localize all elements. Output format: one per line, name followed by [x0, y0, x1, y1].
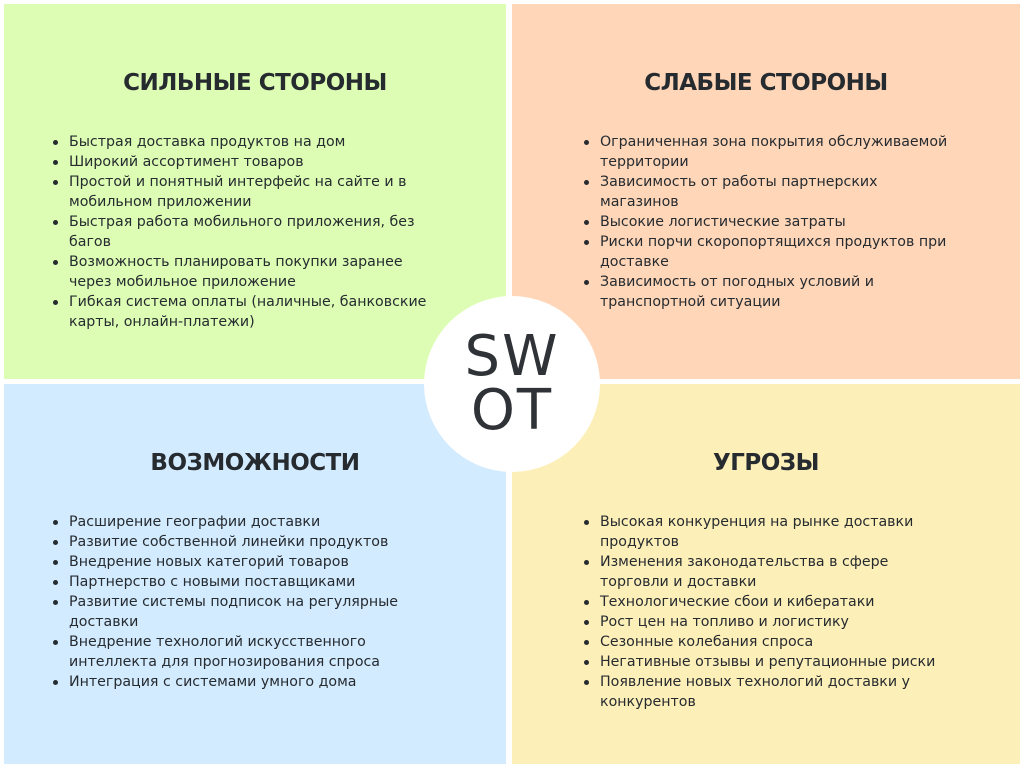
threats-list [582, 512, 957, 712]
weaknesses-title: СЛАБЫЕ СТОРОНЫ [644, 70, 888, 96]
list-item: Изменения законодательства в сфере торговли и доставки [582, 552, 957, 592]
list-item: Зависимость от работы партнерских магазинов [582, 172, 952, 212]
list-item: Возможность планировать покупки заранее через мобильное приложение [51, 252, 446, 292]
list-item: Партнерство с новыми поставщиками [51, 572, 441, 592]
list-item: Высокая конкуренция на рынке доставки продуктов [582, 512, 957, 552]
list-item: Быстрая доставка продуктов на дом [51, 132, 446, 152]
list-item: Высокие логистические затраты [582, 212, 952, 232]
weaknesses-quadrant [512, 4, 1020, 379]
list-item: Технологические сбои и кибератаки [582, 592, 957, 612]
strengths-list [51, 132, 446, 332]
list-item: Быстрая работа мобильного приложения, без багов [51, 212, 446, 252]
list-item: Появление новых технологий доставки у конкурентов [582, 672, 957, 712]
list-item: Внедрение технологий искусственного интеллекта для прогнозирования спроса [51, 632, 441, 672]
list-item: Внедрение новых категорий товаров [51, 552, 441, 572]
weaknesses-list [582, 132, 952, 312]
swot-letters-top: SW [464, 324, 560, 389]
list-item: Расширение географии доставки [51, 512, 441, 532]
opportunities-title: ВОЗМОЖНОСТИ [150, 450, 360, 476]
opportunities-list [51, 512, 441, 692]
opportunities-quadrant [4, 384, 506, 764]
list-item: Сезонные колебания спроса [582, 632, 957, 652]
list-item: Развитие системы подписок на регулярные доставки [51, 592, 441, 632]
list-item: Простой и понятный интерфейс на сайте и в мобильном приложении [51, 172, 446, 212]
threats-quadrant [512, 384, 1020, 764]
list-item: Рост цен на топливо и логистику [582, 612, 957, 632]
list-item: Интеграция с системами умного дома [51, 672, 441, 692]
list-item: Развитие собственной линейки продуктов [51, 532, 441, 552]
list-item: Гибкая система оплаты (наличные, банковские карты, онлайн-платежи) [51, 292, 446, 332]
strengths-quadrant [4, 4, 506, 379]
list-item: Риски порчи скоропортящихся продуктов при доставке [582, 232, 952, 272]
swot-letters-bottom: OT [470, 378, 554, 443]
list-item: Широкий ассортимент товаров [51, 152, 446, 172]
list-item: Ограниченная зона покрытия обслуживаемой территории [582, 132, 952, 172]
list-item: Зависимость от погодных условий и транспортной ситуации [582, 272, 952, 312]
list-item: Негативные отзывы и репутационные риски [582, 652, 957, 672]
swot-center-circle [424, 296, 600, 472]
strengths-title: СИЛЬНЫЕ СТОРОНЫ [123, 70, 387, 96]
threats-title: УГРОЗЫ [713, 450, 819, 476]
